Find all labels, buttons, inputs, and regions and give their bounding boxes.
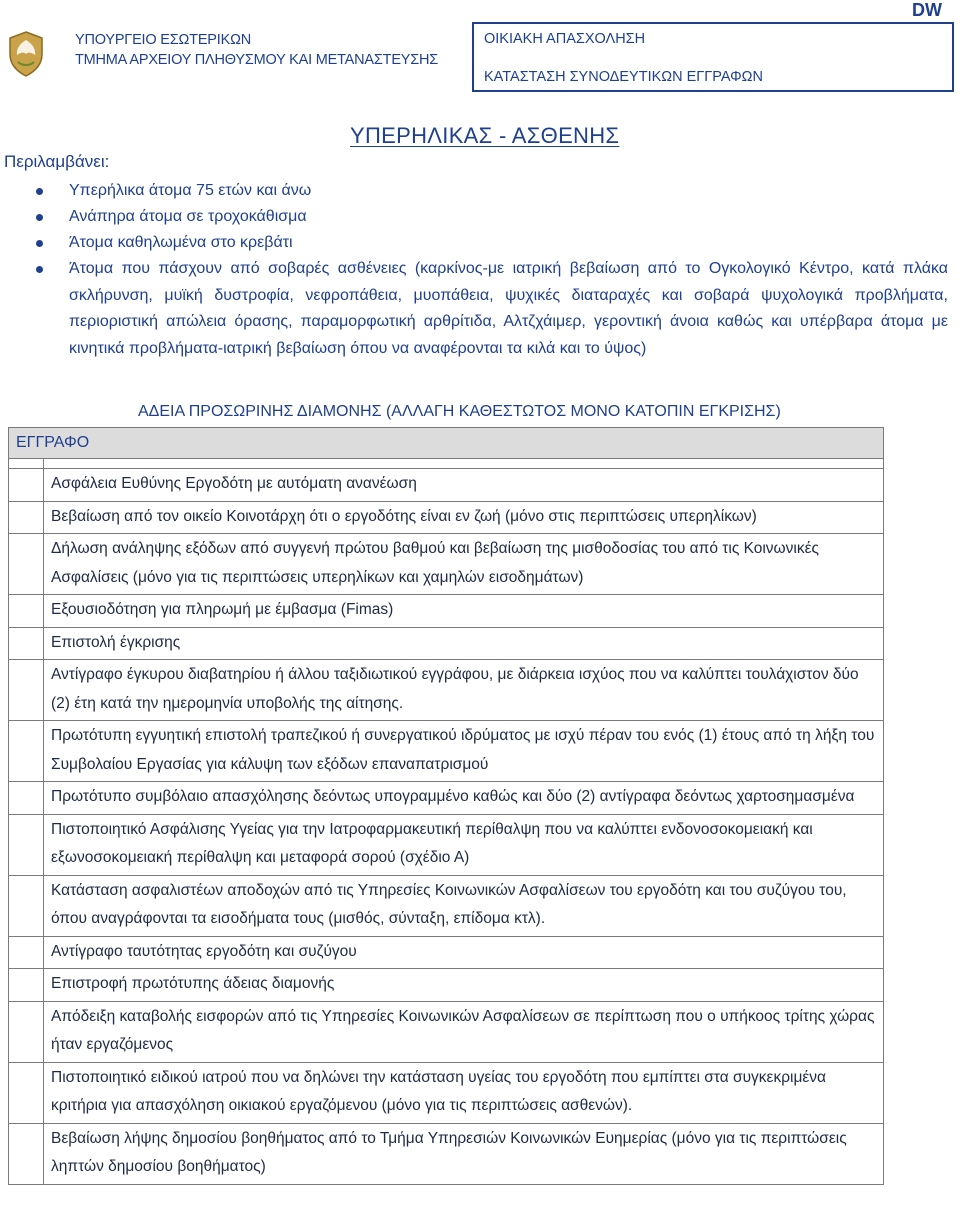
section-heading: ΑΔΕΙΑ ΠΡΟΣΩΡΙΝΗΣ ΔΙΑΜΟΝΗΣ (ΑΛΛΑΓΗ ΚΑΘΕΣΤΩΤΟΣ ΜΟΝΟ ΚΑΤΟΠΙΝ ΕΓΚΡΙΣΗΣ) — [138, 403, 781, 420]
documents-table — [8, 427, 884, 1185]
document-label: Απόδειξη καταβολής εισφορών από τις Υπηρεσίες Κοινωνικών Ασφαλίσεων σε περίπτωση που ο υπήκοος τρίτης χώρας ήταν εργαζόμενος — [44, 1001, 884, 1062]
checkbox[interactable] — [9, 1001, 44, 1062]
checkbox[interactable] — [9, 936, 44, 969]
list-item: Ανάπηρα άτομα σε τροχοκάθισμα — [0, 204, 948, 230]
document-label: Κατάσταση ασφαλιστέων αποδοχών από τις Υπηρεσίες Κοινωνικών Ασφαλίσεων του εργοδότη και του συζύγου του, όπου αναγράφονται τα εισοδήματα τους (μισθός, σύνταξη, επίδομα κτλ). — [44, 875, 884, 936]
table-row — [9, 534, 884, 595]
document-label: Επιστροφή πρωτότυπης άδειας διαμονής — [44, 969, 884, 1002]
table-header: ΕΓΓΡΑΦΟ — [9, 428, 884, 459]
checkbox[interactable] — [9, 660, 44, 721]
page-title: ΥΠΕΡΗΛΙΚΑΣ - ΑΣΘΕΝΗΣ — [350, 123, 620, 148]
table-row — [9, 721, 884, 782]
table-row — [9, 501, 884, 534]
form-code: DW — [912, 0, 942, 20]
table-row — [9, 595, 884, 628]
checkbox[interactable] — [9, 782, 44, 815]
checkbox[interactable] — [9, 595, 44, 628]
checkbox[interactable] — [9, 721, 44, 782]
list-item: Υπερήλικα άτομα 75 ετών και άνω — [0, 178, 948, 204]
table-row — [9, 969, 884, 1002]
document-type-box — [472, 22, 954, 92]
criteria-list — [0, 178, 948, 362]
bullet-icon — [36, 188, 43, 195]
document-label: Πιστοποιητικό ειδικού ιατρού που να δηλώνει την κατάσταση υγείας του εργοδότη που εμπίπτει στα συγκεκριμένα κριτήρια για απασχόληση οικιακού εργαζόμενου (μόνο για τις περιπτώσεις ασθενών). — [44, 1062, 884, 1123]
table-row — [9, 875, 884, 936]
table-row — [9, 1123, 884, 1184]
bullet-icon — [36, 214, 43, 221]
table-row — [9, 1062, 884, 1123]
document-label: Δήλωση ανάληψης εξόδων από συγγενή πρώτου βαθμού και βεβαίωση της μισθοδοσίας του από τις Κοινωνικές Ασφαλίσεις (μόνο για τις περιπτώσεις υπερηλίκων και χαμηλών εισοδημάτων) — [44, 534, 884, 595]
checkbox[interactable] — [9, 469, 44, 502]
table-row — [9, 814, 884, 875]
table-row — [9, 782, 884, 815]
coat-of-arms-icon — [4, 28, 48, 78]
document-label: Επιστολή έγκρισης — [44, 627, 884, 660]
document-label: Αντίγραφο έγκυρου διαβατηρίου ή άλλου ταξιδιωτικού εγγράφου, με διάρκεια ισχύος που να καλύπτει τουλάχιστον δύο (2) έτη κατά την ημερομηνία υποβολής της αίτησης. — [44, 660, 884, 721]
table-row — [9, 469, 884, 502]
checkbox[interactable] — [9, 875, 44, 936]
checkbox[interactable] — [9, 501, 44, 534]
department-name: ΤΜΗΜΑ ΑΡΧΕΙΟΥ ΠΛΗΘΥΣΜΟΥ ΚΑΙ ΜΕΤΑΝΑΣΤΕΥΣΗΣ — [75, 52, 439, 68]
document-label: Αντίγραφο ταυτότητας εργοδότη και συζύγου — [44, 936, 884, 969]
checkbox[interactable] — [9, 627, 44, 660]
checkbox[interactable] — [9, 969, 44, 1002]
document-label: Βεβαίωση λήψης δημοσίου βοηθήματος από το Τμήμα Υπηρεσιών Κοινωνικών Ευημερίας (μόνο για τις περιπτώσεις ληπτών δημοσίου βοηθήματος) — [44, 1123, 884, 1184]
list-item: Άτομα καθηλωμένα στο κρεβάτι — [0, 230, 948, 256]
ministry-header — [0, 22, 465, 78]
checkbox[interactable] — [9, 1062, 44, 1123]
table-row — [9, 1001, 884, 1062]
table-row — [9, 936, 884, 969]
employment-type: ΟΙΚΙΑΚΗ ΑΠΑΣΧΟΛΗΣΗ — [484, 31, 646, 47]
document-label: Πιστοποιητικό Ασφάλισης Υγείας για την Ιατροφαρμακευτική περίθαλψη που να καλύπτει ενδονοσοκομειακή και εξωνοσοκομειακή περίθαλψη και μεταφορά σορού (σχέδιο Α) — [44, 814, 884, 875]
document-label: Εξουσιοδότηση για πληρωμή με έμβασμα (Fimas) — [44, 595, 884, 628]
checkbox[interactable] — [9, 814, 44, 875]
bullet-icon — [36, 266, 43, 273]
includes-label: Περιλαμβάνει: — [4, 152, 110, 171]
document-label: Βεβαίωση από τον οικείο Κοινοτάρχη ότι ο εργοδότης είναι εν ζωή (μόνο στις περιπτώσεις υπερηλίκων) — [44, 501, 884, 534]
document-status-title: ΚΑΤΑΣΤΑΣΗ ΣΥΝΟΔΕΥΤΙΚΩΝ ΕΓΓΡΑΦΩΝ — [484, 69, 763, 85]
ministry-name: ΥΠΟΥΡΓΕΙΟ ΕΣΩΤΕΡΙΚΩΝ — [75, 32, 251, 48]
checkbox[interactable] — [9, 534, 44, 595]
table-header-row — [9, 428, 884, 459]
table-row — [9, 660, 884, 721]
table-row — [9, 627, 884, 660]
list-item: Άτομα που πάσχουν από σοβαρές ασθένειες (καρκίνος-με ιατρική βεβαίωση από το Ογκολογικό Κέντρο, κατά πλάκα σκλήρυνση, μυϊκή δυστροφία, νεφροπάθεια, μυοπάθεια, ψυχικές διαταραχές και σοβαρά ψυχολογικά προβλήματα, περιοριστική απώλεια όρασης, παραμορφωτική αρθρίτιδα, Αλτζχάιμερ, γεροντική άνοια καθώς και υπέρβαρα άτομα με κινητικά προβλήματα-ιατρική βεβαίωση όπου να αναφέρονται τα κιλά και το ύψος) — [0, 256, 948, 362]
bullet-icon — [36, 240, 43, 247]
document-label: Ασφάλεια Ευθύνης Εργοδότη με αυτόματη ανανέωση — [44, 469, 884, 502]
document-label: Πρωτότυπο συμβόλαιο απασχόλησης δεόντως υπογραμμένο καθώς και δύο (2) αντίγραφα δεόντως χαρτοσημασμένα — [44, 782, 884, 815]
document-label: Πρωτότυπη εγγυητική επιστολή τραπεζικού ή συνεργατικού ιδρύματος με ισχύ πέραν του ενός (1) έτους από τη λήξη του Συμβολαίου Εργασίας για κάλυψη των εξόδων επαναπατρισμού — [44, 721, 884, 782]
checkbox[interactable] — [9, 1123, 44, 1184]
